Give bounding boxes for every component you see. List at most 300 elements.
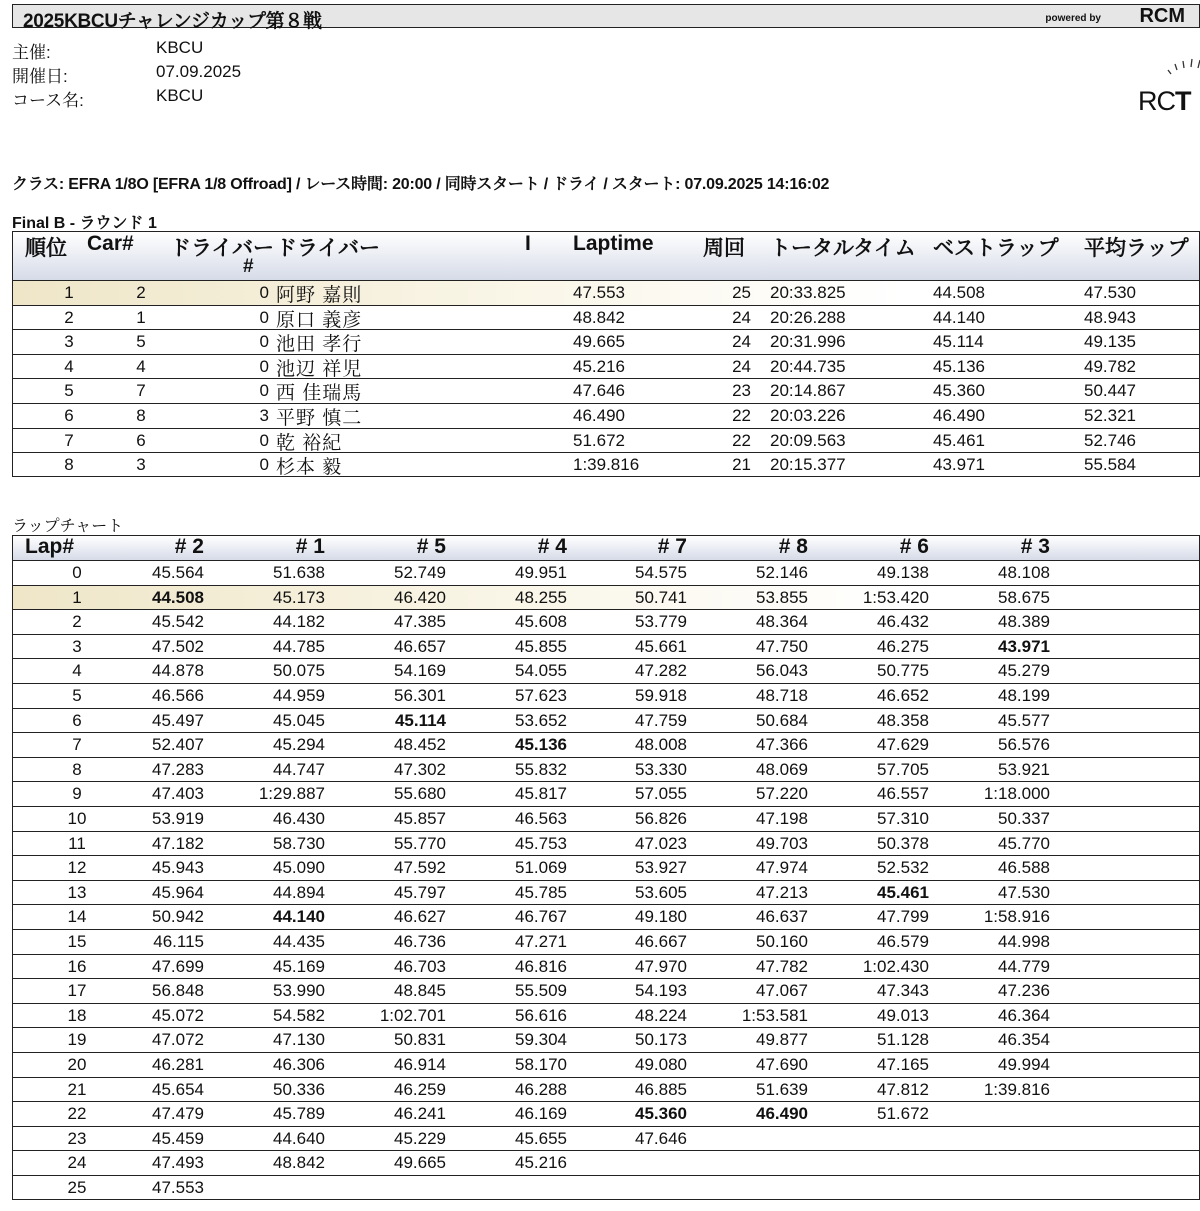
- cell-lap-time: 46.579: [877, 932, 929, 951]
- cell-lap-time: 46.563: [515, 809, 567, 828]
- cell-lap-number: 19: [67, 1030, 87, 1050]
- header-car-column: # 3: [1020, 535, 1050, 558]
- cell-lap-time: 45.817: [515, 784, 567, 804]
- info-value: KBCU: [156, 86, 204, 105]
- results-table: [12, 231, 1200, 477]
- cell-car: 5: [136, 332, 146, 352]
- cell-lap-time: 56.576: [998, 735, 1050, 755]
- cell-lap-time: 45.608: [515, 612, 567, 632]
- lap-row: [13, 832, 1199, 857]
- result-row: [13, 379, 1199, 404]
- cell-driver: 西 佳瑞馬: [276, 383, 363, 405]
- cell-average-lap: 48.943: [1084, 307, 1136, 327]
- results-section-label: Final B - ラウンド 1: [12, 215, 157, 232]
- cell-lap-time: 58.730: [273, 833, 325, 853]
- cell-lap-time: 53.605: [635, 882, 687, 902]
- lapchart-section-label: ラップチャート: [12, 518, 124, 535]
- cell-lap-time: 53.921: [998, 759, 1050, 779]
- cell-lap-time: 47.236: [998, 981, 1050, 1001]
- cell-lap-time: 45.294: [273, 735, 325, 755]
- cell-lap-time: 48.358: [877, 710, 929, 730]
- cell-lap-time: 47.493: [152, 1153, 204, 1173]
- cell-lap-time: 47.343: [877, 981, 929, 1001]
- cell-car: 6: [136, 430, 146, 450]
- lap-row: [13, 1151, 1199, 1176]
- cell-lap-time: 45.229: [394, 1128, 446, 1148]
- cell-lap-number: 10: [67, 809, 87, 828]
- cell-lap-time: 47.165: [877, 1055, 929, 1074]
- cell-lap-number: 21: [67, 1079, 87, 1099]
- cell-lap-number: 0: [72, 563, 82, 582]
- cell-lap-time: 58.170: [515, 1055, 567, 1074]
- cell-lap-time: 52.146: [756, 563, 808, 582]
- cell-total-time: 20:31.996: [770, 332, 846, 352]
- cell-lap-time: 47.182: [152, 833, 204, 853]
- cell-lap-time: 46.420: [394, 587, 446, 607]
- cell-lap-time: 54.582: [273, 1005, 325, 1025]
- cell-car: 4: [136, 356, 146, 376]
- cell-lap-time: 48.224: [635, 1005, 687, 1025]
- logo-text-b: T: [1175, 86, 1191, 116]
- class-info-line: クラス: EFRA 1/8O [EFRA 1/8 Offroad] / レース時間: 20:00 / 同時スタート / ドライ / スタート: 07.09.2025 14:16:02: [12, 176, 830, 193]
- cell-lap-time: 1:02.701: [379, 1005, 446, 1025]
- cell-lap-time: 47.646: [635, 1128, 687, 1148]
- cell-lap-time: 49.665: [394, 1153, 446, 1173]
- lap-row: [13, 684, 1199, 709]
- header-car-column: # 2: [174, 535, 204, 558]
- cell-lap-time-best: 45.114: [394, 710, 446, 730]
- cell-lap-time: 46.430: [273, 809, 325, 828]
- cell-lap-time: 51.639: [756, 1079, 808, 1099]
- cell-lap-time: 49.138: [877, 563, 929, 582]
- cell-lap-time-best: 43.971: [998, 636, 1050, 656]
- cell-lap-time: 45.577: [998, 710, 1050, 730]
- cell-lap-time: 44.640: [273, 1128, 325, 1148]
- cell-driver-number: 0: [259, 332, 269, 352]
- cell-lap-time: 45.497: [152, 710, 204, 730]
- cell-lap-time: 46.169: [515, 1104, 567, 1124]
- info-label: 開催日:: [12, 67, 68, 86]
- cell-lap-time: 47.690: [756, 1055, 808, 1074]
- header-car-column: # 8: [778, 535, 808, 558]
- cell-lap-time: 45.279: [998, 661, 1050, 681]
- header-car-column: # 6: [899, 535, 929, 558]
- lap-row: [13, 1102, 1199, 1127]
- cell-lap-time: 50.337: [998, 809, 1050, 828]
- cell-lap-time: 59.918: [635, 686, 687, 705]
- cell-lap-time: 46.652: [877, 686, 929, 705]
- cell-lap-time: 47.479: [152, 1104, 204, 1124]
- cell-driver-number: 0: [259, 307, 269, 327]
- cell-lap-time: 51.638: [273, 563, 325, 582]
- cell-lap-number: 25: [67, 1178, 87, 1197]
- cell-lap-time: 56.043: [756, 661, 808, 681]
- cell-car: 1: [136, 307, 146, 327]
- cell-lap-time: 54.055: [515, 661, 567, 681]
- cell-lap-time: 55.509: [515, 981, 567, 1001]
- cell-lap-time: 49.080: [635, 1055, 687, 1074]
- cell-lap-time: 46.637: [756, 907, 808, 927]
- cell-lap-time: 57.220: [756, 784, 808, 804]
- cell-lap-time: 46.259: [394, 1079, 446, 1099]
- cell-lap-time: 47.067: [756, 981, 808, 1001]
- cell-total-time: 20:14.867: [770, 381, 846, 401]
- results-header: [13, 232, 1199, 281]
- cell-lap-number: 7: [72, 735, 82, 755]
- cell-lap-time: 45.216: [515, 1153, 567, 1173]
- cell-lap-time: 51.128: [877, 1030, 929, 1050]
- cell-lap-time: 44.747: [273, 759, 325, 779]
- cell-lap-time: 46.588: [998, 858, 1050, 878]
- cell-position: 3: [64, 332, 74, 352]
- cell-lap-time: 45.943: [152, 858, 204, 878]
- lap-row: [13, 782, 1199, 807]
- result-row: [13, 429, 1199, 454]
- cell-laps: 22: [732, 406, 751, 425]
- cell-lap-time: 48.364: [756, 612, 808, 632]
- cell-lap-time: 50.684: [756, 710, 808, 730]
- cell-driver-number: 0: [259, 381, 269, 401]
- cell-position: 7: [64, 430, 74, 450]
- cell-lap-time: 47.213: [756, 882, 808, 902]
- lap-row: [13, 635, 1199, 660]
- cell-car: 8: [136, 406, 146, 425]
- cell-laps: 23: [732, 381, 751, 401]
- cell-lap-time: 49.994: [998, 1055, 1050, 1074]
- cell-lap-time: 45.753: [515, 833, 567, 853]
- cell-lap-time: 47.530: [998, 882, 1050, 902]
- cell-lap-time: 56.616: [515, 1005, 567, 1025]
- result-row: [13, 281, 1199, 306]
- cell-laptime: 48.842: [573, 307, 625, 327]
- cell-laptime: 51.672: [573, 430, 625, 450]
- lap-chart-table: [12, 535, 1200, 1200]
- cell-lap-time: 1:58.916: [983, 907, 1050, 927]
- cell-average-lap: 50.447: [1084, 381, 1136, 401]
- report-title: 2025KBCUチャレンジカップ第８戦: [23, 11, 322, 32]
- cell-best-lap: 45.136: [933, 356, 985, 376]
- cell-lap-time: 49.703: [756, 833, 808, 853]
- header-car: Car#: [87, 232, 134, 255]
- cell-driver-number: 0: [259, 455, 269, 475]
- result-row: [13, 306, 1199, 331]
- cell-lap-time: 46.736: [394, 932, 446, 951]
- cell-lap-time: 52.407: [152, 735, 204, 755]
- cell-laps: 22: [732, 430, 751, 450]
- cell-lap-time: 46.288: [515, 1079, 567, 1099]
- lap-row: [13, 758, 1199, 783]
- lap-row: [13, 905, 1199, 930]
- powered-by-label: powered by: [1045, 13, 1101, 24]
- cell-lap-time: 50.942: [152, 907, 204, 927]
- cell-lap-time: 50.378: [877, 833, 929, 853]
- cell-car: 3: [136, 455, 146, 475]
- cell-best-lap: 45.360: [933, 381, 985, 401]
- cell-lap-time: 45.857: [394, 809, 446, 828]
- cell-lap-time: 47.592: [394, 858, 446, 878]
- cell-lap-time: 53.855: [756, 587, 808, 607]
- header-driver: ドライバー: [276, 237, 380, 260]
- cell-average-lap: 55.584: [1084, 455, 1136, 475]
- cell-average-lap: 49.782: [1084, 356, 1136, 376]
- header-lap-number: Lap#: [25, 535, 75, 558]
- title-bar: [12, 4, 1200, 32]
- cell-lap-time: 56.826: [635, 809, 687, 828]
- cell-lap-number: 20: [67, 1055, 87, 1074]
- cell-lap-time: 47.366: [756, 735, 808, 755]
- cell-laps: 24: [732, 356, 751, 376]
- cell-lap-time: 50.741: [635, 587, 687, 607]
- cell-lap-time: 59.304: [515, 1030, 567, 1050]
- cell-lap-time: 47.385: [394, 612, 446, 632]
- cell-laps: 21: [732, 455, 751, 475]
- cell-lap-time: 45.654: [152, 1079, 204, 1099]
- cell-lap-time: 48.845: [394, 981, 446, 1001]
- lap-row: [13, 586, 1199, 611]
- cell-lap-time: 47.072: [152, 1030, 204, 1050]
- header-position: 順位: [25, 237, 67, 260]
- cell-lap-number: 16: [67, 956, 87, 976]
- cell-lap-time: 47.759: [635, 710, 687, 730]
- cell-lap-time: 1:53.581: [741, 1005, 808, 1025]
- cell-lap-time: 45.459: [152, 1128, 204, 1148]
- cell-driver: 原口 義彦: [276, 309, 363, 331]
- cell-lap-time: 47.130: [273, 1030, 325, 1050]
- cell-lap-time: 46.354: [998, 1030, 1050, 1050]
- cell-lap-time: 48.718: [756, 686, 808, 705]
- cell-position: 4: [64, 356, 74, 376]
- cell-lap-time: 49.013: [877, 1005, 929, 1025]
- cell-lap-time: 48.389: [998, 612, 1050, 632]
- cell-lap-time: 47.782: [756, 956, 808, 976]
- cell-lap-time: 1:39.816: [983, 1079, 1050, 1099]
- result-row: [13, 330, 1199, 355]
- cell-lap-time: 58.675: [998, 587, 1050, 607]
- header-driver-number-hash: #: [243, 256, 254, 277]
- cell-lap-time: 46.557: [877, 784, 929, 804]
- cell-lap-time: 55.680: [394, 784, 446, 804]
- lap-row: [13, 1053, 1199, 1078]
- cell-lap-time: 45.564: [152, 563, 204, 582]
- lap-row: [13, 955, 1199, 980]
- lap-row: [13, 856, 1199, 881]
- cell-total-time: 20:09.563: [770, 430, 846, 450]
- lap-row: [13, 733, 1199, 758]
- cell-lap-time: 45.789: [273, 1104, 325, 1124]
- lap-row: [13, 1028, 1199, 1053]
- cell-lap-time: 45.090: [273, 858, 325, 878]
- cell-best-lap: 44.140: [933, 307, 985, 327]
- logo-rays-icon: [1165, 52, 1200, 80]
- cell-lap-time: 47.812: [877, 1079, 929, 1099]
- cell-lap-time: 47.282: [635, 661, 687, 681]
- cell-lap-time: 49.951: [515, 563, 567, 582]
- result-row: [13, 355, 1199, 380]
- cell-lap-time: 56.301: [394, 686, 446, 705]
- cell-lap-time: 45.173: [273, 587, 325, 607]
- cell-lap-time-best: 45.136: [515, 735, 567, 755]
- cell-best-lap: 44.508: [933, 283, 985, 302]
- cell-lap-number: 14: [67, 907, 87, 927]
- cell-lap-time: 44.779: [998, 956, 1050, 976]
- lap-row: [13, 1127, 1199, 1152]
- cell-lap-time: 46.885: [635, 1079, 687, 1099]
- cell-driver: 阿野 嘉則: [276, 285, 363, 306]
- cell-lap-time: 50.336: [273, 1079, 325, 1099]
- cell-position: 1: [64, 283, 74, 302]
- cell-lap-number: 15: [67, 932, 87, 951]
- cell-lap-time: 46.627: [394, 907, 446, 927]
- cell-lap-number: 18: [67, 1005, 87, 1025]
- cell-driver: 乾 裕紀: [276, 432, 343, 454]
- logo-text-a: RC: [1138, 86, 1175, 116]
- cell-lap-time: 47.023: [635, 833, 687, 853]
- cell-lap-time: 47.974: [756, 858, 808, 878]
- cell-lap-time: 46.281: [152, 1055, 204, 1074]
- cell-lap-number: 13: [67, 882, 87, 902]
- cell-lap-time: 50.075: [273, 661, 325, 681]
- cell-lap-time: 45.655: [515, 1128, 567, 1148]
- cell-lap-time: 57.310: [877, 809, 929, 828]
- cell-laptime: 45.216: [573, 356, 625, 376]
- cell-lap-time: 46.914: [394, 1055, 446, 1074]
- cell-lap-time: 44.182: [273, 612, 325, 632]
- header-best-lap: ベストラップ: [933, 237, 1059, 260]
- cell-lap-time: 1:29.887: [258, 784, 325, 804]
- cell-lap-time: 57.623: [515, 686, 567, 705]
- cell-lap-time: 53.927: [635, 858, 687, 878]
- cell-lap-time: 55.770: [394, 833, 446, 853]
- header-car-column: # 7: [657, 535, 687, 558]
- cell-lap-time: 48.108: [998, 563, 1050, 582]
- cell-lap-time: 46.306: [273, 1055, 325, 1074]
- lap-row: [13, 659, 1199, 684]
- result-row: [13, 404, 1199, 429]
- lap-row: [13, 881, 1199, 906]
- cell-lap-time: 45.072: [152, 1005, 204, 1025]
- cell-laps: 24: [732, 307, 751, 327]
- info-value: KBCU: [156, 38, 204, 57]
- cell-lap-time: 45.661: [635, 636, 687, 656]
- cell-driver: 平野 慎二: [276, 408, 363, 429]
- cell-lap-time: 46.115: [153, 932, 204, 951]
- header-total-time: トータルタイム: [770, 237, 916, 260]
- cell-lap-time: 47.283: [152, 759, 204, 779]
- cell-lap-time: 1:18.000: [983, 784, 1050, 804]
- cell-lap-time-best: 45.461: [877, 882, 929, 902]
- cell-lap-time: 57.705: [877, 759, 929, 779]
- cell-lap-time: 46.432: [877, 612, 929, 632]
- lap-row: [13, 561, 1199, 586]
- cell-lap-time: 53.919: [152, 809, 204, 828]
- cell-lap-time: 46.767: [515, 907, 567, 927]
- cell-lap-time: 44.785: [273, 636, 325, 656]
- info-label: 主催:: [12, 43, 51, 62]
- lap-row: [13, 930, 1199, 955]
- rct-logo: [1138, 86, 1191, 117]
- result-row: [13, 453, 1199, 478]
- cell-total-time: 20:33.825: [770, 283, 846, 302]
- header-average-lap: 平均ラップ: [1084, 237, 1189, 260]
- cell-lap-time: 45.964: [152, 882, 204, 902]
- cell-position: 2: [64, 307, 74, 327]
- cell-best-lap: 43.971: [933, 455, 985, 475]
- cell-lap-time: 50.775: [877, 661, 929, 681]
- cell-lap-time: 53.990: [273, 981, 325, 1001]
- cell-lap-number: 4: [72, 661, 82, 681]
- cell-lap-time: 45.045: [273, 710, 325, 730]
- header-i: I: [525, 232, 531, 255]
- cell-total-time: 20:44.735: [770, 356, 846, 376]
- cell-lap-number: 11: [68, 833, 86, 853]
- cell-lap-time: 1:02.430: [862, 956, 929, 976]
- cell-lap-time: 45.785: [515, 882, 567, 902]
- cell-lap-time: 48.452: [394, 735, 446, 755]
- cell-lap-time-best: 46.490: [756, 1104, 808, 1124]
- cell-laptime: 49.665: [573, 332, 625, 352]
- cell-lap-time: 47.502: [152, 636, 204, 656]
- cell-lap-time: 48.069: [756, 759, 808, 779]
- header-driver-number: ドライバー: [170, 237, 274, 260]
- cell-driver-number: 3: [259, 406, 269, 425]
- cell-lap-time: 45.169: [273, 956, 325, 976]
- cell-lap-time: 50.160: [756, 932, 808, 951]
- cell-lap-time: 56.848: [152, 981, 204, 1001]
- cell-best-lap: 46.490: [933, 406, 985, 425]
- cell-laps: 24: [732, 332, 751, 352]
- cell-lap-number: 1: [72, 587, 82, 607]
- cell-lap-time: 46.703: [394, 956, 446, 976]
- cell-lap-time: 47.750: [756, 636, 808, 656]
- cell-lap-time: 47.970: [635, 956, 687, 976]
- cell-lap-time: 49.180: [635, 907, 687, 927]
- lap-chart-header: [13, 536, 1199, 561]
- cell-lap-time: 45.855: [515, 636, 567, 656]
- cell-lap-time: 46.566: [152, 686, 204, 705]
- cell-average-lap: 47.530: [1084, 283, 1136, 302]
- cell-lap-time: 47.403: [152, 784, 204, 804]
- cell-car: 7: [136, 381, 146, 401]
- cell-lap-time: 48.255: [515, 587, 567, 607]
- cell-lap-time: 47.302: [394, 759, 446, 779]
- cell-lap-number: 9: [72, 784, 82, 804]
- cell-lap-time: 50.831: [394, 1030, 446, 1050]
- cell-laptime: 1:39.816: [573, 455, 640, 475]
- cell-lap-time: 51.069: [515, 858, 567, 878]
- cell-average-lap: 49.135: [1084, 332, 1136, 352]
- cell-lap-time: 44.894: [273, 882, 325, 902]
- cell-lap-time: 47.198: [756, 809, 808, 828]
- brand-label: RCM: [1139, 5, 1185, 27]
- cell-lap-time: 1:53.420: [862, 587, 929, 607]
- cell-average-lap: 52.746: [1084, 430, 1136, 450]
- cell-best-lap: 45.114: [933, 332, 984, 352]
- cell-driver: 杉本 毅: [276, 457, 343, 479]
- header-laps: 周回: [703, 237, 745, 260]
- cell-lap-time-best: 44.508: [152, 587, 204, 607]
- cell-lap-time: 46.275: [877, 636, 929, 656]
- cell-lap-time: 48.199: [998, 686, 1050, 705]
- lap-row: [13, 709, 1199, 734]
- cell-lap-time: 44.878: [152, 661, 204, 681]
- header-car-column: # 1: [295, 535, 325, 558]
- cell-total-time: 20:26.288: [770, 307, 846, 327]
- cell-lap-time: 45.770: [998, 833, 1050, 853]
- cell-lap-time: 50.173: [635, 1030, 687, 1050]
- lap-row: [13, 1004, 1199, 1029]
- cell-lap-number: 3: [72, 636, 82, 656]
- cell-driver: 池田 孝行: [276, 334, 363, 356]
